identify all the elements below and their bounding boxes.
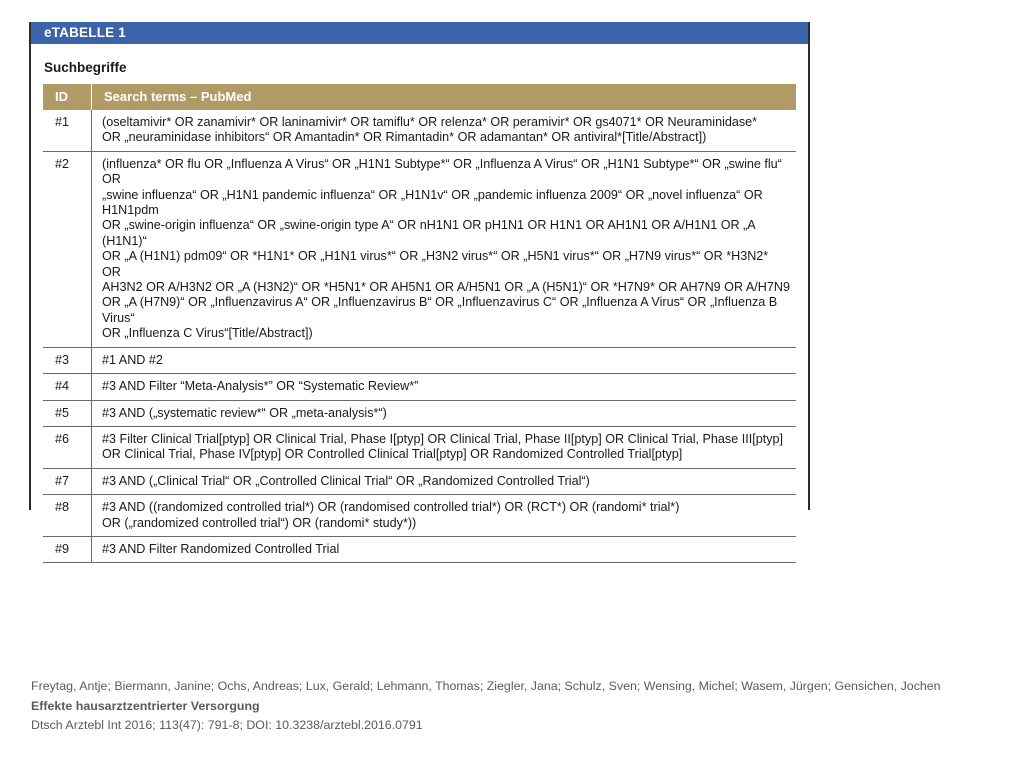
- citation-source: Dtsch Arztebl Int 2016; 113(47): 791-8; DOI: 10.3238/arztebl.2016.0791: [31, 718, 423, 732]
- table-row: [43, 468, 796, 494]
- row-search-terms: [92, 374, 797, 400]
- citation-authors: Freytag, Antje; Biermann, Janine; Ochs, Andreas; Lux, Gerald; Lehmann, Thomas; Ziegler, Jana; Schulz, Sven; Wensing, Michel; Wasem, Jürgen; Gensichen, Jochen: [31, 679, 941, 693]
- search-term-line: OR „neuraminidase inhibitors“ OR Amantadin* OR Rimantadin* OR adamantan* OR antiviral*[Title/Abstract]): [102, 130, 707, 145]
- table-banner: eTABELLE 1: [31, 22, 808, 44]
- search-term-line: #3 AND ((randomized controlled trial*) OR (randomised controlled trial*) OR (RCT*) OR (randomi* trial*): [102, 500, 680, 515]
- row-search-terms: [92, 536, 797, 562]
- search-term-line: (oseltamivir* OR zanamivir* OR laninamivir* OR tamiflu* OR relenza* OR peramivir* OR gs4071* OR Neuraminidase*: [102, 115, 758, 129]
- row-search-terms: [92, 151, 797, 347]
- table-row: [43, 426, 796, 468]
- row-search-terms: [92, 347, 797, 373]
- header-search-terms: Search terms – PubMed: [92, 84, 797, 110]
- search-term-line: (influenza* OR flu OR „Influenza A Virus“ OR „H1N1 Subtype*“ OR „Influenza A Virus“ OR „H1N1 Subtype*“ OR „swine flu“ OR: [102, 156, 782, 187]
- search-term-line: #3 AND („systematic review*“ OR „meta-analysis*“): [102, 405, 387, 420]
- search-term-line: OR „swine-origin influenza“ OR „swine-origin type A“ OR nH1N1 OR pH1N1 OR H1N1 OR AH1N1 OR A/H1N1 OR „A (H1N1)“: [102, 218, 755, 248]
- header-id: ID: [43, 84, 92, 110]
- row-id: #5: [43, 400, 92, 426]
- search-term-line: AH3N2 OR A/H3N2 OR „A (H3N2)“ OR *H5N1* OR AH5N1 OR A/H5N1 OR „A (H5N1)“ OR *H7N9* OR AH7N9 OR A/H7N9: [102, 280, 790, 295]
- search-terms-table: [43, 84, 796, 563]
- search-term-line: OR „Influenza C Virus“[Title/Abstract]): [102, 326, 313, 341]
- table-figure: [29, 22, 810, 556]
- table-row: [43, 110, 796, 151]
- search-term-line: „swine influenza“ OR „H1N1 pandemic influenza“ OR „H1N1v“ OR „pandemic influenza 2009“ OR „novel influenza“ OR H1N1pdm: [102, 187, 763, 218]
- table-subtitle: Suchbegriffe: [44, 60, 127, 75]
- table-row: [43, 495, 796, 537]
- table-header-row: [43, 84, 796, 110]
- citation: [31, 677, 941, 736]
- row-id: #7: [43, 468, 92, 494]
- search-term-line: OR („randomized controlled trial“) OR (randomi* study*)): [102, 515, 417, 530]
- row-search-terms: [92, 468, 797, 494]
- row-search-terms: [92, 426, 797, 468]
- table-row: [43, 347, 796, 373]
- row-id: #2: [43, 151, 92, 347]
- search-term-line: #3 AND Filter “Meta-Analysis*” OR “Systematic Review*”: [102, 379, 419, 394]
- row-id: #4: [43, 374, 92, 400]
- row-id: #6: [43, 426, 92, 468]
- table-row: [43, 400, 796, 426]
- search-term-line: OR „A (H7N9)“ OR „Influenzavirus A“ OR „Influenzavirus B“ OR „Influenzavirus C“ OR „Influenza A Virus“ OR „Influenza B Virus“: [102, 295, 778, 325]
- row-id: #3: [43, 347, 92, 373]
- search-term-line: #3 AND Filter Randomized Controlled Trial: [102, 541, 340, 556]
- table-row: [43, 536, 796, 562]
- row-search-terms: [92, 110, 797, 151]
- table-row: [43, 374, 796, 400]
- row-search-terms: [92, 495, 797, 537]
- row-id: #1: [43, 110, 92, 151]
- search-term-line: OR „A (H1N1) pdm09“ OR *H1N1* OR „H1N1 virus*“ OR „H3N2 virus*“ OR „H5N1 virus*“ OR „H7N9 virus*“ OR *H3N2* OR: [102, 249, 769, 279]
- search-term-line: OR Clinical Trial, Phase IV[ptyp] OR Controlled Clinical Trial[ptyp] OR Randomized Controlled Trial[ptyp]: [102, 447, 683, 462]
- citation-title: Effekte hausarztzentrierter Versorgung: [31, 698, 260, 713]
- table-row: [43, 151, 796, 347]
- row-id: #9: [43, 536, 92, 562]
- search-term-line: #3 AND („Clinical Trial“ OR „Controlled Clinical Trial“ OR „Randomized Controlled Trial“): [102, 473, 590, 488]
- row-id: #8: [43, 495, 92, 537]
- row-search-terms: [92, 400, 797, 426]
- search-term-line: #1 AND #2: [102, 352, 163, 367]
- search-term-line: #3 Filter Clinical Trial[ptyp] OR Clinical Trial, Phase I[ptyp] OR Clinical Trial, Phase II[ptyp] OR Clinical Trial, Phase III[ptyp]: [102, 431, 784, 446]
